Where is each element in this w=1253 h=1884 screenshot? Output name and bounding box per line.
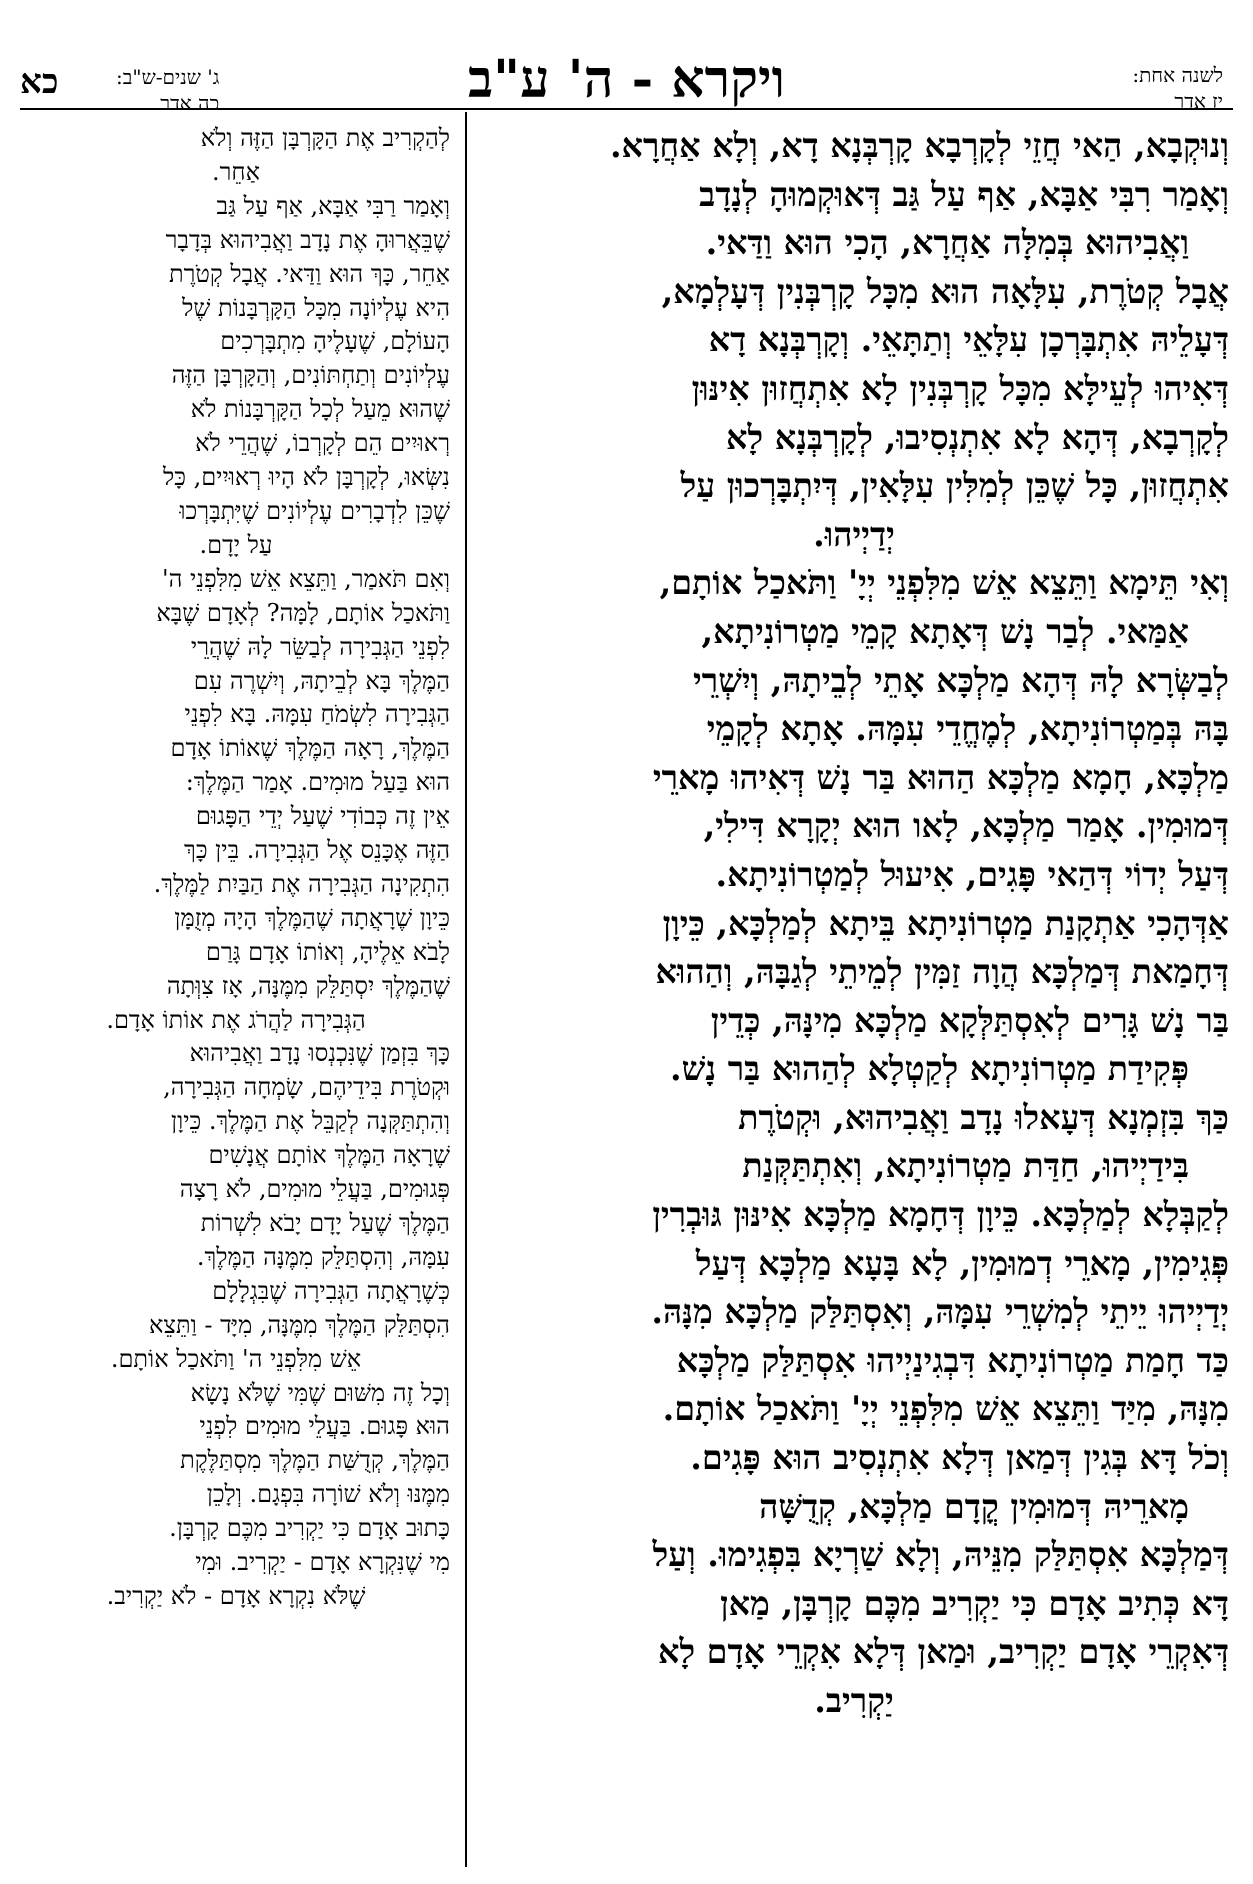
side-text-line: שֶׁהוּא מֵעַל לְכָל הַקָּרְבָּנוֹת לֹא — [190, 395, 450, 424]
side-text-line: לְהַקְרִיב אֶת הַקָּרְבָּן הַזֶּה וְלֹא — [200, 124, 450, 152]
main-text-line: כַּךְ בִּזְמְנָא דְּעָאלוּ נָדָב וַאֲבִיהוּא, וּקְטֹרֶת — [738, 1097, 1229, 1137]
side-text-line: הַמֶּלֶךְ, קְדֻשַּׁת הַמֶּלֶךְ מִסְתַּלֶּקֶת — [180, 1446, 450, 1475]
main-text-line: וְכֹל דָּא בְּגִין דְּמַאן דְּלָא אִתְנְסִיב הוּא פָּגִים. — [690, 1438, 1229, 1478]
side-text-line: רְאוּיִים הֵם לְקָרְבוֹ, שֶׁהֲרֵי לֹא — [195, 429, 450, 458]
side-text-line: עַל יָדָם. — [199, 530, 273, 559]
main-text-line: וַאֲבִיהוּא בְּמִלָּה אַחֲרָא, הָכִי הוּא וַדַּאי. — [705, 223, 1189, 263]
side-text-line: כָּתוּב אָדָם כִּי יַקְרִיב מִכֶּם קָרְבָּן. — [169, 1514, 450, 1543]
main-text-line: מָארֵיהּ דְּמוּמִין קֳדָם מַלְכָּא, קְדֻשָּׁה — [759, 1486, 1189, 1526]
main-text-line: כַּד חָמַת מַטְרוֹנִיתָא דִּבְגִינַיְיהוּ אִסְתַּלַּק מַלְכָּא — [676, 1340, 1229, 1380]
side-text-line: הִתְקִינָה הַגְּבִירָה אֶת הַבַּיִת לַמֶּלֶךְ. — [153, 869, 450, 898]
main-text-line: אֲבָל קְטֹרֶת, עִלָּאָה הוּא מִכָּל קָרְבְּנִין דְּעָלְמָא, — [661, 271, 1229, 311]
column-divider — [465, 112, 467, 1867]
main-text-line: בִּידַיְיהוּ, חַדַּת מַטְרוֹנִיתָא, וְאִתְתַּקְּנַת — [742, 1146, 1189, 1186]
main-text-line: אַמַּאי. לְבַר נָשׁ דְּאָתָא קָמֵי מַטְרוֹנִיתָא, — [701, 611, 1189, 651]
side-text-line: וְהִתְתַּקְּנָה לְקַבֵּל אֶת הַמֶּלֶךְ. כֵּיוָן — [170, 1107, 450, 1136]
main-text-line: יְדַיְיהוּ יֵיתֵי לְמִשְׁרֵי עִמָּהּ, וְאִסְתַּלַּק מַלְכָּא מִנָּהּ. — [651, 1292, 1229, 1332]
side-text-line: הַמֶּלֶךְ בָּא לְבֵיתָהּ, וְיִשְׁרֶה עִם — [193, 666, 450, 695]
side-text-line: וּקְטֹרֶת בִּידֵיהֶם, שָׂמְחָה הַגְּבִירָה, — [163, 1073, 450, 1102]
side-text-line: כֵּיוָן שֶׁרָאֲתָה שֶׁהַמֶּלֶךְ הָיָה מְזֻמָּן — [174, 903, 450, 932]
main-text-line: וְאִי תֵּימָא וַתֵּצֵא אֵשׁ מִלִּפְנֵי יְיָ' וַתֹּאכַל אוֹתָם, — [659, 563, 1229, 603]
side-text-line: הַמֶּלֶךְ שֶׁעַל יָדָם יָבֹא לִשְׁרוֹת — [200, 1209, 450, 1237]
side-text-line: הִיא עֶלְיוֹנָה מִכָּל הַקָּרְבָּנוֹת שֶׁל — [182, 293, 450, 322]
side-text-line: שֶׁבֵּאֲרוּהָ אֶת נָדָב וַאֲבִיהוּא בְּדָבָר — [165, 225, 450, 254]
main-text-line: יְדַיְיהוּ. — [813, 514, 895, 554]
main-text-line: בָּהּ בְּמַטְרוֹנִיתָא, לְמֶחֱדֵי עִמָּהּ. אָתָא לְקָמֵי — [706, 709, 1229, 749]
main-text-line: דְּחָמַאת דְּמַלְכָּא הֲוָה זַמִּין לְמֵיתֵי לְגַבָּהּ, וְהַהוּא — [655, 952, 1229, 992]
main-text-line: דְּמוּמִין. אָמַר מַלְכָּא, לָאו הוּא יְקָרָא דִּילִי, — [703, 806, 1229, 846]
side-text-line: וַתֹּאכַל אוֹתָם, לָמָּה? לְאָדָם שֶׁבָּא — [156, 598, 450, 627]
side-text-line: לָבֹא אֵלֶיהָ, וְאוֹתוֹ אָדָם גָּרַם — [205, 937, 450, 966]
main-text-line: דְּעָלֵיהּ אִתְבָּרְכָן עִלָּאֵי וְתַתָּאֵי. וְקָרְבְּנָא דָא — [708, 320, 1229, 360]
main-text-line: לְקָרְבָא, דְּהָא לָא אִתְנְסִיבוּ, לְקָרְבְּנָא לָא — [726, 417, 1229, 457]
main-text-line: דָּא כְּתִיב אָדָם כִּי יַקְרִיב מִכֶּם קָרְבָּן, מַאן — [720, 1583, 1229, 1623]
side-text-line: הַגְּבִירָה לַהֲרֹג אֶת אוֹתוֹ אָדָם. — [106, 1005, 366, 1034]
side-text-line: מִי שֶׁנִּקְרָא אָדָם - יַקְרִיב. וּמִי — [195, 1548, 450, 1577]
side-text-line: הוּא פָּגוּם. בַּעֲלֵי מוּמִים לִפְנֵי — [199, 1412, 450, 1441]
header-right-line1: לשנה אחת: — [1132, 63, 1223, 87]
side-text-line: נִשְּׂאוּ, לְקָרְבָּן לֹא הָיוּ רְאוּיִים, כָּל — [162, 463, 450, 492]
side-text-line: וְאִם תֹּאמַר, וַתֵּצֵא אֵשׁ מִלִּפְנֵי ה' — [161, 564, 450, 593]
side-text-line: וְאָמַר רַבִּי אַבָּא, אַף עַל גַּב — [216, 191, 450, 220]
side-text-line: הַזֶּה אֶכָּנֵס אֶל הַגְּבִירָה. בֵּין כָּךְ — [184, 836, 450, 865]
side-text-line: הָעוֹלָם, שֶׁעָלֶיהָ מִתְבָּרְכִים — [220, 327, 450, 356]
side-text-line: שֶׁלֹּא נִקְרָא אָדָם - לֹא יַקְרִיב. — [106, 1581, 366, 1610]
side-text-line: כָּךְ בִּזְמַן שֶׁנִּכְנְסוּ נָדָב וַאֲבִיהוּא — [189, 1039, 450, 1068]
side-text-line: עֶלְיוֹנִים וְתַחְתּוֹנִים, וְהַקָּרְבָּן הַזֶּה — [171, 361, 450, 390]
main-text-line: פְּקִידַת מַטְרוֹנִיתָא לְקַטְלָא לְהַהוּא בַּר נָשׁ. — [669, 1049, 1189, 1089]
side-text-line: הוּא בַּעַל מוּמִים. אָמַר הַמֶּלֶךְ: — [185, 768, 450, 797]
main-text-line: יַקְרִיב. — [814, 1681, 894, 1720]
main-text-line: אַדְּהָכִי אַתְקָנַת מַטְרוֹנִיתָא בֵּיתָא לְמַלְכָּא, כֵּיוָן — [662, 903, 1229, 943]
main-text-line: מַלְכָּא, חָמָא מַלְכָּא הַהוּא בַּר נָשׁ דְּאִיהוּ מָארֵי — [652, 757, 1229, 797]
side-text-line: אֵשׁ מִלִּפְנֵי ה' וַתֹּאכַל אוֹתָם. — [110, 1344, 362, 1373]
side-text-line: עִמָּהּ, וְהִסְתַּלֵּק מִמֶּנָּה הַמֶּלֶךְ. — [196, 1242, 450, 1271]
side-text-line: שֶׁרָאָה הַמֶּלֶךְ אוֹתָם אֲנָשִׁים — [208, 1141, 450, 1170]
side-text-line: שֶׁהַמֶּלֶךְ יִסְתַּלֵּק מִמֶּנָּה, אָז צִוְּתָה — [166, 971, 450, 1000]
side-text-line: מִמֶּנּוּ וְלֹא שׁוֹרָה בִּפְגָם. וְלָכֵן — [206, 1480, 450, 1509]
main-text-line: מִנָּהּ, מִיַּד וַתֵּצֵא אֵשׁ מִלִּפְנֵי יְיָ' וַתֹּאכַל אוֹתָם. — [662, 1389, 1229, 1429]
main-text-line: לְבַשְּׂרָא לָהּ דְּהָא מַלְכָּא אָתֵי לְבֵיתָהּ, וְיִשְׁרֵי — [693, 660, 1229, 700]
side-text-line: כְּשֶׁרָאֲתָה הַגְּבִירָה שֶׁבִּגְלָלָם — [212, 1276, 450, 1305]
side-text-line: הִסְתַּלֵּק הַמֶּלֶךְ מִמֶּנָּה, מִיָּד - וַתֵּצֵא — [149, 1310, 450, 1339]
main-text-line: וְאָמַר רִבִּי אַבָּא, אַף עַל גַּב דְּאוּקְמוּהָ לְנָדָב — [699, 174, 1229, 214]
side-text-line: שֶׁכֵּן לִדְבָרִים עֶלְיוֹנִים שֶׁיִּתְבָּרְכוּ — [179, 496, 450, 525]
side-text-line: הַגְּבִירָה לִשְׂמֹחַ עִמָּהּ. בָּא לִפְנֵי — [184, 700, 450, 729]
side-text-line: אֵין זֶה כְּבוֹדִי שֶׁעַל יְדֵי הַפָּגוּם — [195, 802, 450, 831]
header-left-line2: כה אדר — [160, 91, 220, 115]
page-number: כא — [20, 62, 59, 102]
side-text-line: פְּגוּמִים, בַּעֲלֵי מוּמִים, לֹא רָצָה — [179, 1175, 450, 1204]
header-right-line2: יז אדר — [1174, 89, 1223, 113]
main-text-line: פְּגִימִין, מָארֵי דְמוּמִין, לָא בָּעָא מַלְכָּא דְּעַל — [695, 1243, 1229, 1283]
main-text-line: וְנוּקְבָא, הַאי חֲזֵי לְקָרְבָא קָרְבְּנָא דָא, וְלָא אַחֲרָא. — [609, 126, 1229, 165]
header-rule — [20, 108, 1233, 110]
main-text-line: לְקַבְּלָא לְמַלְכָּא. כֵּיוָן דְּחָמָא מַלְכָּא אִינּוּן גּוּבְרִין — [652, 1195, 1229, 1235]
main-text-line: דְּאִיהוּ לְעֵילָּא מִכָּל קָרְבְּנִין לָא אִתְחֲזוּן אִינּוּן — [691, 368, 1229, 408]
side-text-line: אַחֵר, כָּךְ הוּא וַדַּאי. אֲבָל קְטֹרֶת — [168, 259, 450, 288]
side-text-line: לִפְנֵי הַגְּבִירָה לְבַשֵּׂר לָהּ שֶׁהֲרֵי — [190, 632, 450, 661]
side-text-line: וְכָל זֶה מִשּׁוּם שֶׁמִּי שֶׁלֹּא נָשָׂא — [190, 1378, 450, 1407]
side-text-line: הַמֶּלֶךְ, רָאָה הַמֶּלֶךְ שֶׁאוֹתוֹ אָדָם — [170, 734, 450, 763]
main-text-line: דְּאִקְרֵי אָדָם יַקְרִיב, וּמַאן דְּלָא אִקְרֵי אָדָם לָא — [658, 1632, 1229, 1672]
aramaic-text-column — [479, 122, 1229, 1726]
page-title: ויקרא - ה' ע"ב — [467, 49, 785, 110]
hebrew-translation-column — [22, 122, 450, 1614]
main-text-line: דְּמַלְכָּא אִסְתַּלַּק מִנֵּיהּ, וְלָא שַׁרְיָא בִּפְגִימוּ. וְעַל — [652, 1535, 1229, 1575]
side-text-line: אַחֵר. — [211, 157, 261, 186]
header-left-line1: ג' שנים-ש"ב: — [116, 65, 220, 89]
main-text-line: בַּר נָשׁ גָּרִים לְאִסְתַּלְּקָא מַלְכָּא מִינָּהּ, כְּדֵין — [710, 1000, 1229, 1040]
main-text-line: דְּעַל יְדוֹי דְּהַאי פָּגִים, אִיעוּל לְמַטְרוֹנִיתָא. — [715, 854, 1229, 894]
main-text-line: אִתְחֲזוּן, כָּל שֶׁכֵּן לְמִלִּין עִלָּאִין, דְּיִתְבָּרְכוּן עַל — [680, 466, 1229, 506]
